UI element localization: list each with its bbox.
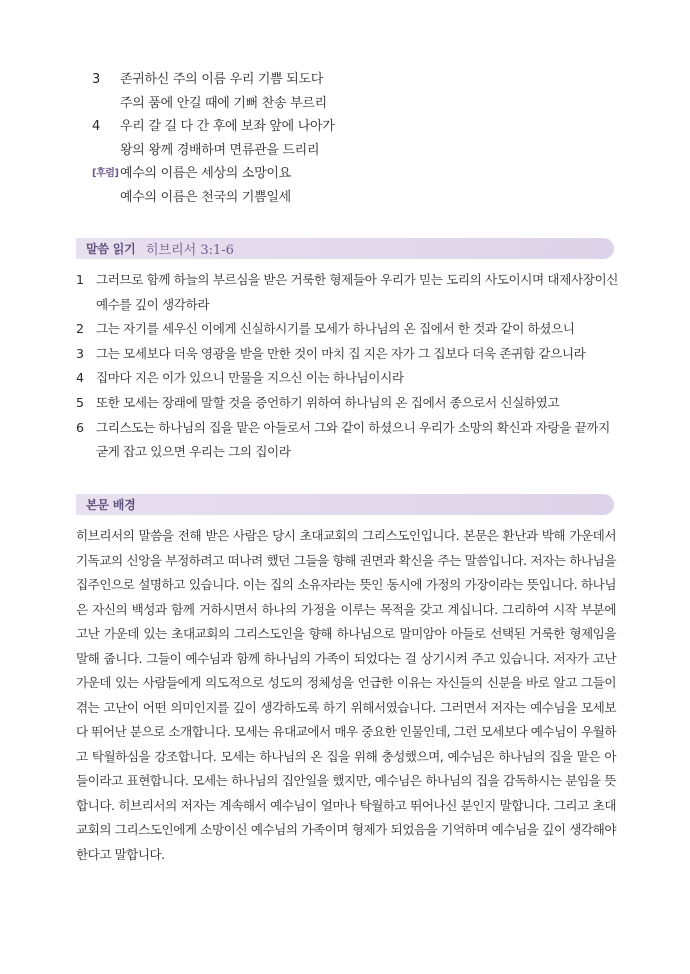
verse-number: 4	[76, 370, 84, 386]
hymn-row	[92, 68, 612, 92]
verse-text: 그는 모세보다 더욱 영광을 받을 만한 것이 마치 집 지은 자가 그 집보다 더욱 존귀함 같으니라	[96, 345, 586, 361]
verse	[76, 366, 621, 391]
lyric-line: 우리 갈 길 다 간 후에 보좌 앞에 나아가	[120, 119, 335, 134]
verse-number: 3	[76, 345, 84, 361]
background-paragraph: 히브리서의 말씀을 전해 받은 사람은 당시 초대교회의 그리스도인입니다. 본문은 환난과 박해 가운데서 기독교의 신앙을 부정하려고 떠나려 했던 그들을 향해 권면과 확신을 주는 말씀입니다. 저자는 하나님을 집주인으로 설명하고 있습니다. 이는 집의 소유자라는 뜻인 동시에 가정의 가장이라는 뜻입니다. 하나님은 자신의 백성과 함께 거하시면서 하나의 가정을 이루는 목적을 갖고 계십니다. 그리하여 시작 부분에 고난 가운데 있는 초대교회의 그리스도인을 향해 하나님으로 말미암아 아들로 선택된 거룩한 형제임을 말해 줍니다. 그들이 예수님과 함께 하나님의 가족이 되었다는 걸 상기시켜 주고 있습니다. 저자가 고난 가운데 있는 사람들에게 의도적으로 성도의 정체성을 언급한 이유는 자신들의 신분을 바로 알고 그들이 겪는 고난이 어떤 의미인지를 깊이 생각하도록 하기 위해서였습니다. 그러면서 저자는 예수님을 모세보다 뛰어난 분으로 소개합니다. 모세는 유대교에서 매우 중요한 인물인데, 그런 모세보다 예수님이 우월하고 탁월하심을 강조합니다. 모세는 하나님의 온 집을 위해 충성했으며, 예수님은 하나님의 집을 맡은 아들이라고 표현합니다. 모세는 하나님의 집안일을 했지만, 예수님은 하나님의 집을 감독하시는 분임을 뜻합니다. 히브리서의 저자는 계속해서 예수님이 얼마나 탁월하고 뛰어나신 분인지 말합니다. 그리고 초대교회의 그리스도인에게 소망이신 예수님의 가족이며 형제가 되었음을 기억하며 예수님을 깊이 생각해야 한다고 말합니다.	[76, 528, 616, 862]
lyric-line: 예수의 이름은 천국의 기쁨일세	[120, 189, 291, 205]
verse	[76, 416, 621, 465]
stanza-number: 4	[92, 119, 101, 134]
background-section-title: 본문 배경	[86, 498, 136, 512]
hymn-row	[92, 139, 612, 163]
verse-text: 또한 모세는 장래에 말할 것을 증언하기 위하여 하나님의 온 집에서 종으로서 신실하였고	[96, 394, 560, 410]
verse-text: 그리스도는 하나님의 집을 맡은 아들로서 그와 같이 하셨으니 우리가 소망의 확신과 자랑을 끝까지 굳게 잡고 있으면 우리는 그의 집이라	[96, 419, 610, 460]
verse-text: 그러므로 함께 하늘의 부르심을 받은 거룩한 형제들아 우리가 믿는 도리의 사도이시며 대제사장이신 예수를 깊이 생각하라	[96, 272, 619, 312]
hymn-row	[92, 92, 612, 116]
lyric-line: 존귀하신 주의 이름 우리 기쁨 되도다	[120, 72, 324, 87]
reading-section-title: 말씀 읽기	[86, 242, 136, 256]
verse	[76, 342, 621, 367]
verse	[76, 317, 621, 342]
verse-number: 1	[76, 272, 84, 287]
verse-text: 집마다 지은 이가 있으니 만물을 지으신 이는 하나님이시라	[96, 370, 404, 386]
stanza-number	[92, 92, 120, 116]
hymn-row	[92, 186, 612, 210]
reading-section-header	[76, 238, 614, 259]
hymn-lyrics	[92, 68, 612, 209]
verse-number: 5	[76, 394, 84, 410]
lyric-line: 왕의 왕께 경배하며 면류관을 드리리	[120, 142, 320, 158]
lyric-line: 주의 품에 안길 때에 기뻐 찬송 부르리	[120, 95, 327, 111]
lyric-line: 예수의 이름은 세상의 소망이요	[120, 166, 291, 181]
stanza-number	[92, 139, 120, 163]
verse-number: 6	[76, 419, 84, 435]
verse-text: 그는 자기를 세우신 이에게 신실하시기를 모세가 하나님의 온 집에서 한 것과 같이 하셨으니	[96, 321, 575, 337]
scripture-verses	[76, 268, 621, 465]
stanza-number: 3	[92, 72, 101, 87]
hymn-row	[92, 162, 612, 186]
verse	[76, 268, 621, 317]
chorus-label: [후렴]	[92, 168, 119, 179]
scripture-reference: 히브리서 3:1-6	[146, 243, 234, 258]
stanza-number	[92, 186, 120, 210]
verse	[76, 391, 621, 416]
verse-number: 2	[76, 321, 84, 337]
background-section-header	[76, 494, 614, 515]
hymn-row	[92, 115, 612, 139]
